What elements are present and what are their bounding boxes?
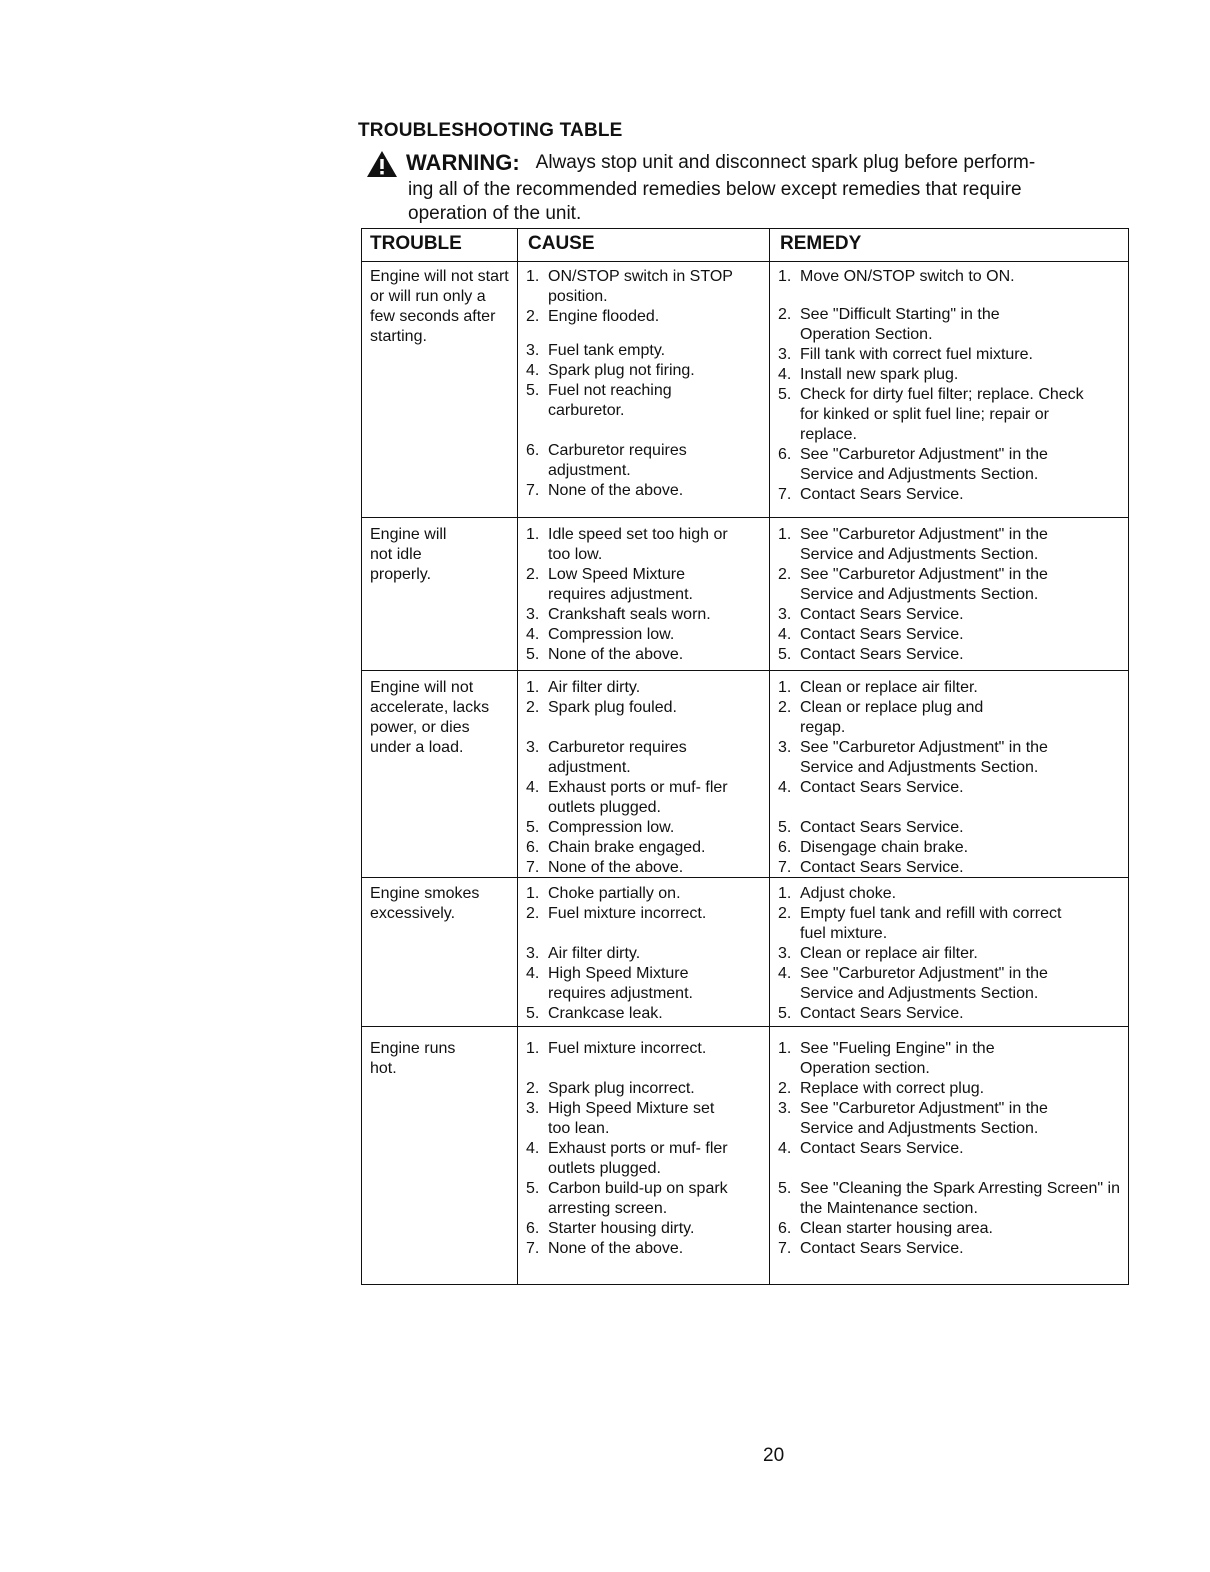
trouble-cell: Engine will not start or will run only a few seconds after starting.	[370, 268, 509, 345]
warning-label: WARNING:	[406, 150, 520, 175]
trouble-cell: Engine will not accelerate, lacks power, or dies under a load.	[370, 679, 490, 756]
header-trouble: TROUBLE	[370, 233, 462, 254]
trouble-cell: Engine runs hot.	[370, 1040, 456, 1077]
warning-text-line-2: ing all of the recommended remedies below except remedies that require	[408, 179, 1022, 200]
warning-text-line-3: operation of the unit.	[408, 203, 582, 224]
trouble-cell: Engine will not idle properly.	[370, 526, 447, 583]
page-number: 20	[763, 1445, 785, 1466]
remedy-cell: 1. See "Fueling Engine" in the Operation section. 2. Replace with correct plug. 3. See "Carburetor Adjustment" in the Service and Adjustments Section. 4. Contact Sears Service. 5. See "Cleaning the Spark Arresting Screen" in the Maintenance section. 6. Clean starter housing area. 7. Contact Sears Service.	[778, 1040, 1120, 1257]
cause-cell: 1. ON/STOP switch in STOP position. 2. Engine flooded. 3. Fuel tank empty. 4. Spark plug not firing. 5. Fuel not reaching carburetor. 6. Carburetor requires adjustment. 7. None of the above.	[526, 268, 733, 499]
cause-cell: 1. Air filter dirty. 2. Spark plug fouled. 3. Carburetor requires adjustment. 4. Exhaust ports or muf- fler outlets plugged. 5. Compression low. 6. Chain brake engaged. 7. None of the above.	[526, 679, 728, 876]
warning-triangle-icon	[366, 150, 398, 178]
page-title: TROUBLESHOOTING TABLE	[358, 120, 623, 141]
troubleshooting-table	[361, 228, 1129, 1285]
header-remedy: REMEDY	[780, 233, 862, 254]
cause-cell: 1. Fuel mixture incorrect. 2. Spark plug incorrect. 3. High Speed Mixture set too lean. 4. Exhaust ports or muf- fler outlets plugged. 5. Carbon build-up on spark arresting screen. 6. Starter housing dirty. 7. None of the above.	[526, 1040, 728, 1257]
remedy-cell: 1. Move ON/STOP switch to ON. 2. See "Difficult Starting" in the Operation Section. 3. Fill tank with correct fuel mixture. 4. Install new spark plug. 5. Check for dirty fuel filter; replace. Check for kinked or split fuel line; repair or replace. 6. See "Carburetor Adjustment" in the Service and Adjustments Section. 7. Contact Sears Service.	[778, 268, 1084, 503]
remedy-cell: 1. Adjust choke. 2. Empty fuel tank and refill with correct fuel mixture. 3. Clean or replace air filter. 4. See "Carburetor Adjustment" in the Service and Adjustments Section. 5. Contact Sears Service.	[778, 885, 1062, 1022]
warning-block	[366, 150, 1126, 226]
cause-cell: 1. Choke partially on. 2. Fuel mixture incorrect. 3. Air filter dirty. 4. High Speed Mixture requires adjustment. 5. Crankcase leak.	[526, 885, 707, 1022]
header-cause: CAUSE	[528, 233, 595, 254]
warning-text-line-1: Always stop unit and disconnect spark plug before perform-	[535, 152, 1036, 173]
cause-cell: 1. Idle speed set too high or too low. 2. Low Speed Mixture requires adjustment. 3. Crankshaft seals worn. 4. Compression low. 5. None of the above.	[526, 526, 728, 663]
remedy-cell: 1. See "Carburetor Adjustment" in the Service and Adjustments Section. 2. See "Carburetor Adjustment" in the Service and Adjustments Section. 3. Contact Sears Service. 4. Contact Sears Service. 5. Contact Sears Service.	[778, 526, 1048, 663]
remedy-cell: 1. Clean or replace air filter. 2. Clean or replace plug and regap. 3. See "Carburetor Adjustment" in the Service and Adjustments Section. 4. Contact Sears Service. 5. Contact Sears Service. 6. Disengage chain brake. 7. Contact Sears Service.	[778, 679, 1048, 876]
trouble-cell: Engine smokes excessively.	[370, 885, 480, 922]
